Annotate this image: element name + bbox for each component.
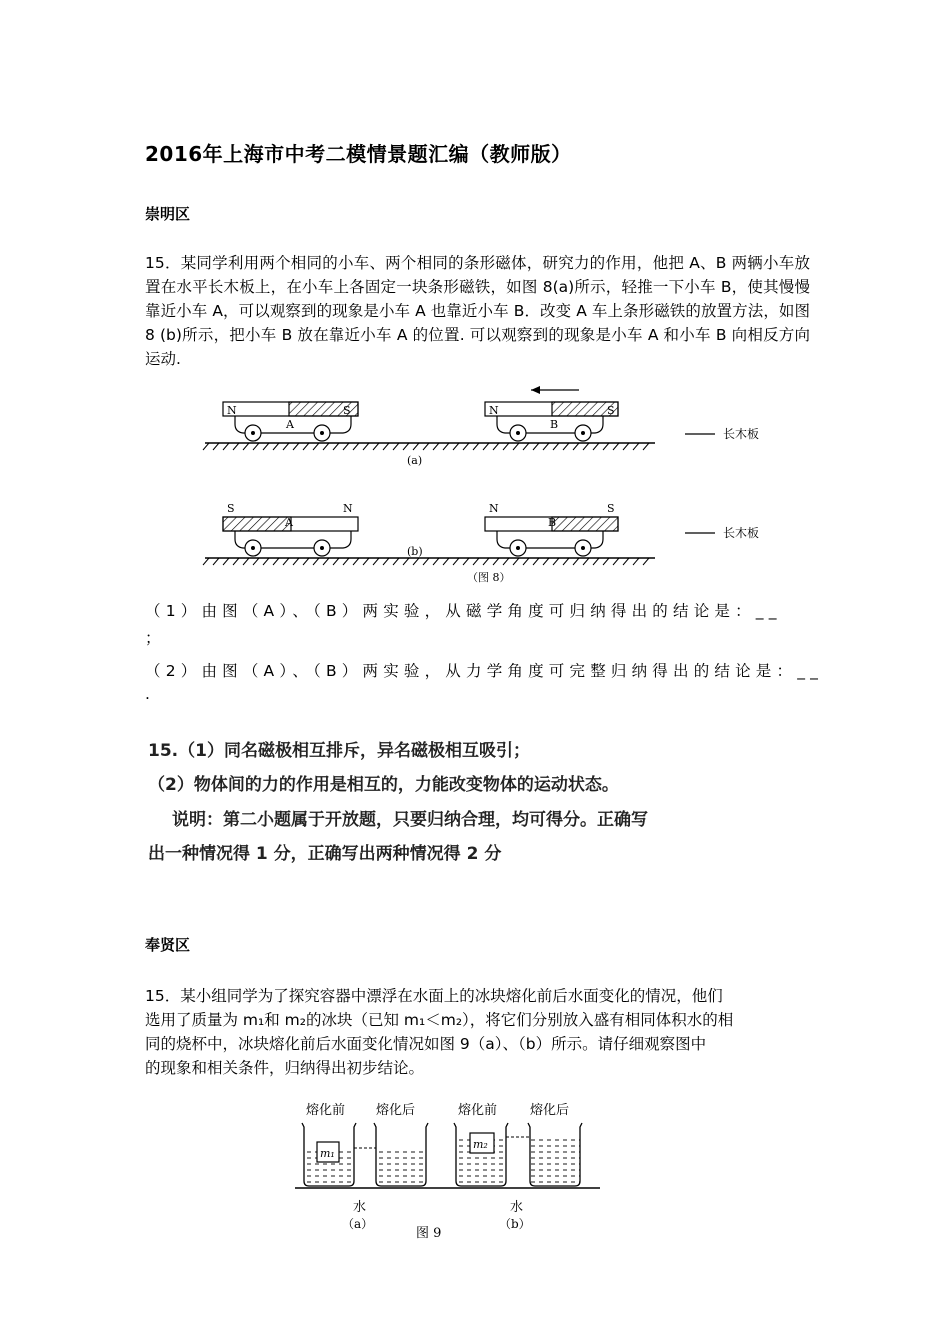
water-label: 水 [353,1200,367,1215]
beaker-b-after [528,1123,582,1186]
car-label: A [286,418,294,431]
ground-b [203,558,655,565]
car-b-figure-a [485,386,618,441]
label-before: 熔化前 [306,1103,346,1118]
caption-a: （a） [342,1217,374,1231]
figure-9-caption: 图 9 [416,1226,442,1241]
car-b-figure-b [485,502,618,556]
board-label-b: 长木板 [723,526,760,540]
beaker-b-before [454,1123,508,1186]
answer-line-3: 说明：第二小题属于开放题，只要归纳合理，均可得分。正确写 [172,810,648,830]
mass-label: m₂ [473,1138,488,1151]
car-a-figure-b [223,502,358,556]
label-after: 熔化后 [530,1103,570,1118]
pole-label: N [343,502,353,515]
question-number: 15． [145,987,181,1005]
answer-line-4: 出一种情况得 1 分，正确写出两种情况得 2 分 [148,844,502,864]
mass-label: m₁ [320,1147,335,1160]
label-before: 熔化前 [458,1103,498,1118]
pole-label: N [227,404,237,417]
label-after: 熔化后 [376,1103,416,1118]
answer-line-2: （2）物体间的力的作用是相互的，力能改变物体的运动状态。 [148,775,619,795]
car-label: B [548,516,557,529]
figure-9-ice-melting [290,1095,605,1245]
car-label: A [285,516,293,529]
sub-question-2-end: . [145,685,150,703]
car-a-figure-a [223,402,358,441]
beaker-a-before [302,1123,356,1186]
figure-8-magnet-cars [195,380,795,590]
pole-label: S [607,502,615,515]
pole-label: S [343,404,351,417]
question-line: 15．某小组同学为了探究容器中漂浮在水面上的冰块熔化前后水面变化的情况，他们 [145,987,723,1005]
question-line: 的现象和相关条件，归纳得出初步结论。 [145,1059,425,1077]
question-line: 同的烧杯中，冰块熔化前后水面变化情况如图 9（a）、（b）所示。请仔细观察图中 [145,1035,707,1053]
question-line: 选用了质量为 m₁和 m₂的冰块（已知 m₁＜m₂），将它们分别放入盛有相同体积水的相 [145,1011,734,1029]
car-label: B [550,418,559,431]
sub-question-1-end: ； [145,629,161,647]
caption-b: (b) [407,545,423,558]
sub-question-2: （2）由图（A）、（B）两实验，从力学角度可完整归纳得出的结论是：__ [145,662,824,680]
motion-arrow-icon [531,386,540,394]
answer-line-1: 15.（1）同名磁极相互排斥，异名磁极相互吸引； [148,741,530,761]
board-label-a: 长木板 [723,427,760,441]
beaker-a-after [374,1123,428,1186]
question-15-chongming [145,251,810,371]
figure-8-caption: （图 8） [467,571,511,584]
question-number: 15． [145,254,181,272]
water-label: 水 [510,1200,524,1215]
question-text: 某同学利用两个相同的小车、两个相同的条形磁体，研究力的作用，他把 A、B 两辆小车放置在水平长木板上，在小车上各固定一块条形磁铁，如图 8(a)所示，轻推一下小车 B，使其慢慢靠近小车 A，可以观察到的现象是小车 A 也靠近小车 B．改变 A 车上条形磁铁的放置方法，如图 8 (b)所示，把小车 B 放在靠近小车 A 的位置. 可以观察到的现象是小车 A 和小车 B 向相反方向运动. [145,254,810,368]
caption-b: （b） [499,1217,531,1231]
district-heading-chongming: 崇明区 [145,205,191,223]
pole-label: S [227,502,235,515]
district-heading-fengxian: 奉贤区 [145,936,191,954]
caption-a: (a) [407,454,423,467]
pole-label: N [489,404,499,417]
ground-a [203,443,655,450]
pole-label: S [607,404,615,417]
question-15-fengxian [145,984,810,1080]
pole-label: N [489,502,499,515]
sub-question-1: （1）由图（A）、（B）两实验，从磁学角度可归纳得出的结论是：__ [145,602,782,620]
document-title: 2016年上海市中考二模情景题汇编（教师版） [145,142,572,166]
